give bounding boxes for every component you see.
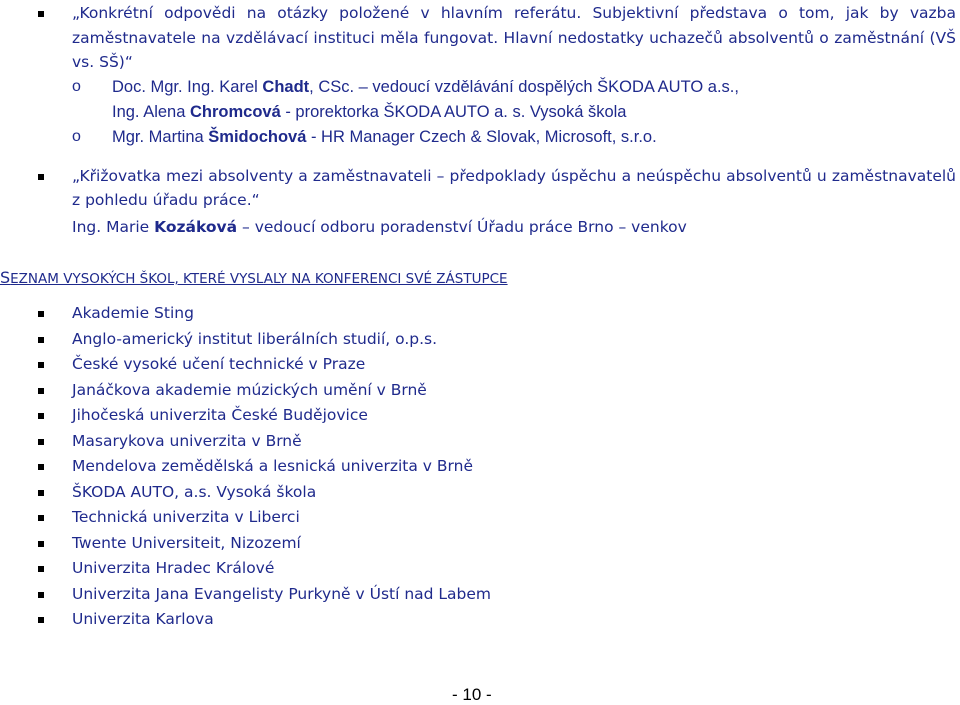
speaker-chadt — [112, 77, 739, 97]
topic-1-line-1: „Konkrétní odpovědi na otázky položené v hlavním referátu. Subjektivní představa o tom, jak by vazba — [72, 4, 956, 22]
bullet-icon — [38, 617, 44, 623]
school-item: ŠKODA AUTO, a.s. Vysoká škola — [72, 482, 317, 501]
bullet-icon — [38, 311, 44, 317]
schools-heading — [0, 268, 508, 287]
bullet-icon — [38, 439, 44, 445]
speaker-role: - prorektorka ŠKODA AUTO a. s. Vysoká škola — [280, 103, 627, 121]
speaker-prefix: Doc. Mgr. Ing. Karel — [112, 78, 263, 96]
bullet-icon — [38, 490, 44, 496]
bullet-icon — [38, 174, 44, 180]
speaker-surname: Šmidochová — [208, 128, 307, 146]
speaker-chromcova — [112, 102, 626, 122]
topic-1-line-2: zaměstnavatele na vzdělávací instituci měla fungovat. Hlavní nedostatky uchazečů absolventů o zaměstnání (VŠ — [72, 29, 956, 47]
school-item: Mendelova zemědělská a lesnická univerzita v Brně — [72, 457, 473, 475]
school-item: Univerzita Jana Evangelisty Purkyně v Ústí nad Labem — [72, 584, 492, 603]
speaker-surname: Chadt — [262, 78, 310, 96]
topic-2-line-1: „Křižovatka mezi absolventy a zaměstnavateli – předpoklady úspěchu a neúspěchu absolventů u zaměstnavatelů — [72, 167, 956, 185]
school-item: Univerzita Karlova — [72, 610, 214, 628]
speaker-surname: Kozáková — [154, 218, 238, 236]
sub-bullet-icon: o — [72, 128, 81, 145]
topic-1-line-3: vs. SŠ)“ — [72, 53, 133, 71]
school-item: Masarykova univerzita v Brně — [72, 431, 302, 450]
speaker-prefix: Mgr. Martina — [112, 128, 209, 146]
speaker-prefix: Ing. Alena — [112, 103, 190, 121]
heading-initial: S — [0, 268, 11, 287]
school-item: České vysoké učení technické v Praze — [72, 355, 366, 373]
bullet-icon — [38, 388, 44, 394]
speaker-kozakova — [72, 217, 687, 237]
speaker-smidochova — [112, 127, 657, 147]
school-item: Jihočeská univerzita České Budějovice — [72, 406, 368, 424]
topic-2-line-2: z pohledu úřadu práce.“ — [72, 191, 260, 209]
bullet-icon — [38, 515, 44, 521]
school-item: Univerzita Hradec Králové — [72, 559, 275, 577]
bullet-icon — [38, 362, 44, 368]
school-item: Akademie Sting — [72, 304, 194, 322]
speaker-role: - HR Manager Czech & Slovak, Microsoft, s.r.o. — [306, 128, 657, 146]
bullet-icon — [38, 464, 44, 470]
speaker-role: , CSc. – vedoucí vzdělávání dospělých ŠKODA AUTO a.s., — [309, 78, 739, 96]
school-item: Twente Universiteit, Nizozemí — [72, 533, 301, 552]
bullet-icon — [38, 566, 44, 572]
bullet-icon — [38, 413, 44, 419]
school-item: Janáčkova akademie múzických umění v Brně — [72, 380, 427, 399]
heading-rest: EZNAM VYSOKÝCH ŠKOL, KTERÉ VYSLALY NA KONFERENCI SVÉ ZÁSTUPCE — [10, 271, 508, 287]
speaker-role: – vedoucí odboru poradenství Úřadu práce Brno – venkov — [237, 218, 687, 236]
bullet-icon — [38, 11, 44, 17]
page-number: - 10 - — [452, 685, 492, 704]
bullet-icon — [38, 541, 44, 547]
school-item: Technická univerzita v Liberci — [72, 508, 300, 526]
bullet-icon — [38, 337, 44, 343]
speaker-surname: Chromcová — [189, 103, 281, 121]
sub-bullet-icon: o — [72, 78, 81, 95]
speaker-prefix: Ing. Marie — [72, 218, 155, 236]
school-item: Anglo-americký institut liberálních studií, o.p.s. — [72, 329, 438, 348]
bullet-icon — [38, 592, 44, 598]
